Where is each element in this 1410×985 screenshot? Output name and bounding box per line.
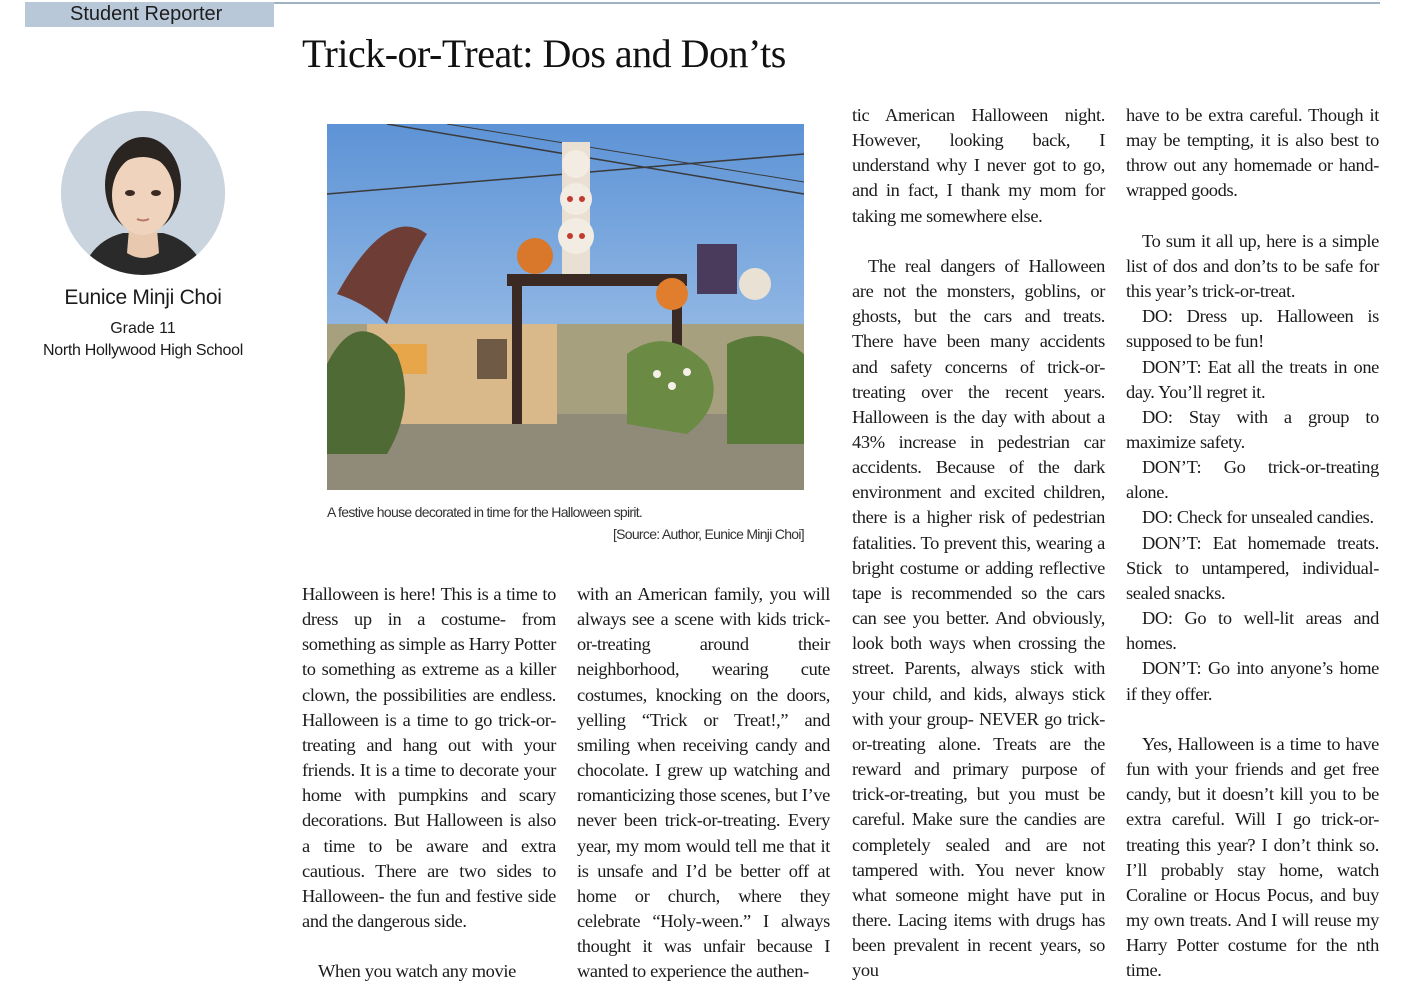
author-name: Eunice Minji Choi xyxy=(64,286,222,309)
article-paragraph: Yes, Halloween is a time to have fun with your friends and get free candy, but it doesn’t kill you to be extra careful. Will I go trick-or-treating this year? I don’t think so. I’ll probably stay home, watch Coraline or Hocus Pocus, and buy my own treats. And I will reuse my Harry Potter costume for the nth time. xyxy=(1126,733,1379,981)
article-paragraph: To sum it all up, here is a simple list of dos and don’ts to be safe for this year’s trick-or-treat. xyxy=(1126,230,1379,302)
article-column-3 xyxy=(852,103,1105,983)
dos-donts-item: DON’T: Go into anyone’s home if they offer. xyxy=(1126,658,1379,704)
article-column-1 xyxy=(302,582,556,984)
author-school: North Hollywood High School xyxy=(42,342,243,359)
article-column-4 xyxy=(1126,103,1379,983)
photo-caption: A festive house decorated in time for the Halloween spirit. xyxy=(327,504,643,520)
dos-donts-item: DON’T: Eat all the treats in one day. You’ll regret it. xyxy=(1126,356,1379,402)
photo-source: [Source: Author, Eunice Minji Choi] xyxy=(612,526,804,542)
halloween-house-photo xyxy=(327,124,804,490)
dos-donts-item: DO: Stay with a group to maximize safety. xyxy=(1126,406,1379,453)
article-paragraph: The real dangers of Halloween are not the monsters, goblins, or ghosts, but the cars and treats. There have been many accidents and safety concerns of trick-or-treating over the recent years. Halloween is the day with about a 43% increase in pedestrian car accidents. Because of the dark environment and excited children, there is a higher risk of pedestrian fatalities. To prevent this, wearing a bright costume or adding reflective tape is recommended so the cars can see you better. And obviously, look both ways when crossing the street. Parents, always stick with your child, and kids, always stick with your group- NEVER go trick-or-treating alone. Treats are the reward and primary purpose of trick-or-treating, but you must be careful. Make sure the candies are completely sealed and are not tampered with. You never know what someone might have put in there. Lacing items with drugs has been prevalent in recent years, so you xyxy=(852,255,1105,981)
dos-donts-item: DO: Check for unsealed candies. xyxy=(1142,507,1374,528)
section-label: Student Reporter xyxy=(25,2,274,27)
author-portrait xyxy=(61,111,225,275)
article-paragraph: Halloween is here! This is a time to dress up in a costume- from something as simple as Harry Potter to something as extreme as a killer clown, the possibilities are endless. Halloween is a time to go trick-or-treating and hang out with your friends. It is a time to decorate your home with pumpkins and scary decorations. But Halloween is also a time to be aware and extra cautious. There are two sides to Halloween- the fun and festive side and the dangerous side. xyxy=(302,584,556,932)
article-paragraph: with an American family, you will always see a scene with kids trick-or-treating around their neighborhood, wearing cute costumes, knocking on the doors, yelling “Trick or Treat!,” and smiling when receiving candy and chocolate. I grew up watching and romanticizing those scenes, but I’ve never been trick-or-treating. Every year, my mom would tell me that it is unsafe and I’d be better off at home or church, where they celebrate “Holy-ween.” I always thought it was unfair because I wanted to experience the authen- xyxy=(577,584,830,982)
article-paragraph: When you watch any movie xyxy=(318,961,516,982)
article-paragraph: have to be extra careful. Though it may be tempting, it is also best to throw out any homemade or hand-wrapped goods. xyxy=(1126,105,1379,201)
article-column-2 xyxy=(577,582,830,985)
dos-donts-item: DON’T: Eat homemade treats. Stick to untampered, individual-sealed snacks. xyxy=(1126,532,1379,603)
dos-donts-item: DON’T: Go trick-or-treating alone. xyxy=(1126,457,1379,503)
dos-donts-item: DO: Go to well-lit areas and homes. xyxy=(1126,608,1379,654)
article-paragraph: tic American Halloween night. However, looking back, I understand why I never got to go, and in fact, I thank my mom for taking me somewhere else. xyxy=(852,105,1105,226)
author-grade: Grade 11 xyxy=(110,320,176,337)
dos-donts-item: DO: Dress up. Halloween is supposed to be fun! xyxy=(1126,306,1379,352)
article-headline: Trick-or-Treat: Dos and Don’ts xyxy=(302,31,786,76)
